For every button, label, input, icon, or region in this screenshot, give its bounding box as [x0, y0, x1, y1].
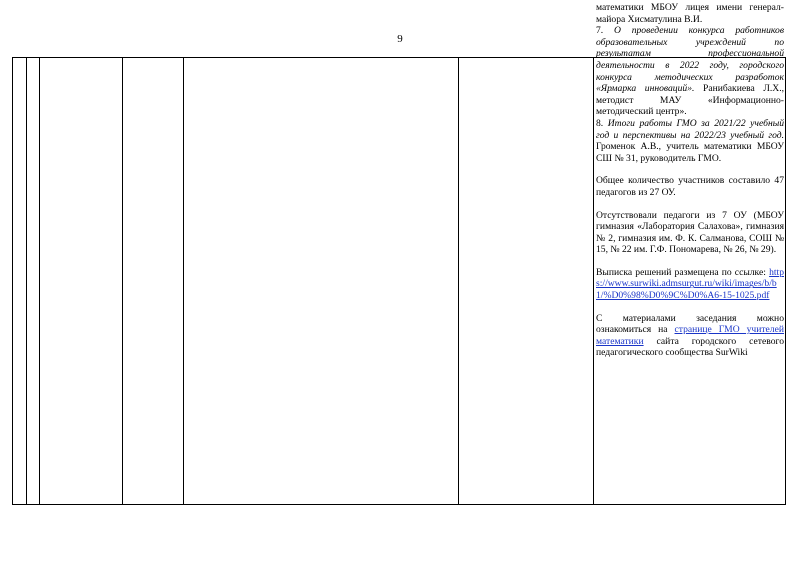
item-title: Итоги работы ГМО за 2021/22 учебный год и перспективы на 2022/23 учебный год.: [596, 117, 785, 141]
agenda-item-7: [596, 25, 784, 118]
participants-summary: Общее количество участников составило 47 педагогов из 27 ОУ.: [596, 175, 784, 198]
item-speaker: Ранибакиева Л.Х., методист МАУ «Информационно-методический центр».: [596, 83, 784, 118]
materials-paragraph: [596, 313, 784, 359]
speaker-continuation: математики МБОУ лицея имени генерал-майора Хисматулина В.И.: [596, 2, 784, 25]
item-speaker: Громенок А.В., учитель математики МБОУ СШ № 31, руководитель ГМО.: [596, 141, 784, 164]
agenda-item-8: [596, 118, 784, 164]
page-number: 9: [397, 33, 403, 45]
decision-link[interactable]: https://www.surwiki.admsurgut.ru/wiki/images/b/b1/%D0%98%D0%9C%D0%A6-15-1025.pdf: [596, 266, 784, 302]
column-divider: [458, 58, 459, 504]
column-divider: [122, 58, 123, 504]
item-number: 8.: [596, 117, 604, 129]
materials-text: С материалами заседания можно ознакомиться на: [596, 312, 784, 336]
materials-link[interactable]: странице ГМО учителей математики: [596, 324, 784, 347]
item-number: 7.: [596, 25, 604, 37]
column-divider: [593, 58, 594, 504]
column-divider: [26, 58, 27, 504]
decision-paragraph: [596, 267, 784, 302]
decision-text: Выписка решений размещена по ссылке:: [596, 266, 766, 278]
item-title: О проведении конкурса работников образовательных учреждений по результатам профессиональной деятельности в 2022 году, городского конкурса методических разработок «Ярмарка инноваций».: [596, 25, 784, 95]
column-divider: [39, 58, 40, 504]
materials-text-end: сайта городского сетевого педагогического сообщества SurWiki: [596, 335, 784, 359]
meeting-content-cell: [596, 2, 784, 359]
absent-summary: Отсутствовали педагоги из 7 ОУ (МБОУ гимназия «Лаборатория Салахова», гимназия № 2, гимназия им. Ф. К. Салманова, СОШ № 15, № 22 им. Г.Ф. Пономарева, № 26, № 29).: [596, 209, 784, 256]
column-divider: [183, 58, 184, 504]
